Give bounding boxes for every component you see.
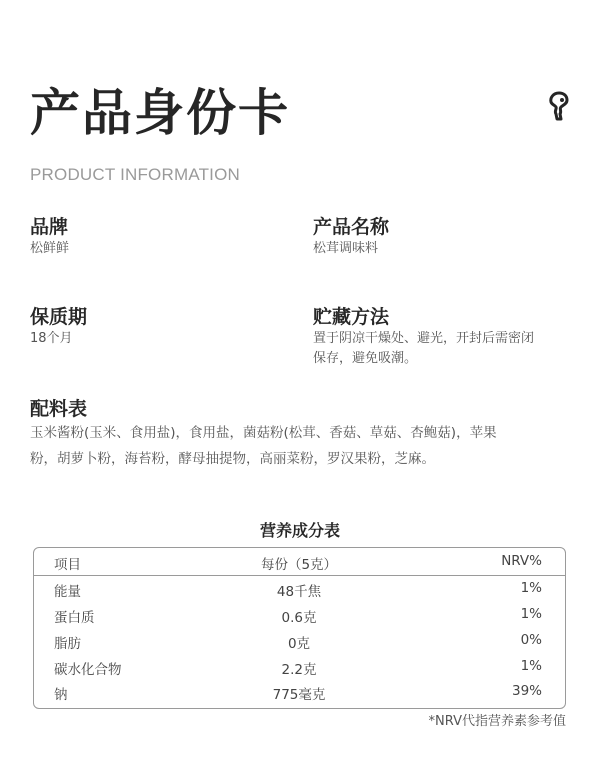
storage-label: 贮藏方法 [313, 306, 390, 328]
page-subtitle: PRODUCT INFORMATION [30, 165, 240, 184]
ingredients-text [30, 420, 576, 472]
table-row [34, 654, 565, 679]
product-name-value: 松茸调味料 [313, 241, 379, 256]
row-amount: 0.6克 [281, 610, 317, 626]
table-row [34, 679, 565, 704]
ingredients-line: 玉米酱粉(玉米、食用盐)，食用盐，菌菇粉(松茸、香菇、草菇、杏鲍菇)，苹果 [30, 425, 497, 441]
row-item: 钠 [54, 687, 68, 703]
row-nrv: 39% [511, 683, 542, 699]
ingredients-label: 配料表 [30, 398, 88, 420]
page-title: 产品身份卡 [30, 84, 290, 142]
brand-logo-icon [546, 90, 572, 122]
brand-value: 松鲜鲜 [30, 241, 70, 256]
nrv-footnote: *NRV代指营养素参考值 [428, 714, 566, 729]
row-amount: 48千焦 [276, 584, 322, 600]
row-item: 能量 [54, 584, 81, 600]
row-amount: 0克 [287, 636, 311, 652]
row-nrv: 1% [520, 606, 542, 622]
table-row [34, 576, 565, 601]
storage-value-line1: 置于阴凉干燥处、避光，开封后需密闭 [313, 331, 535, 346]
header-item: 项目 [54, 557, 81, 573]
row-item: 脂肪 [54, 636, 81, 652]
product-name-label: 产品名称 [313, 216, 390, 238]
ingredients-line: 粉，胡萝卜粉，海苔粉，酵母抽提物，高丽菜粉，罗汉果粉，芝麻。 [30, 451, 435, 467]
row-nrv: 1% [520, 658, 542, 674]
row-item: 碳水化合物 [54, 662, 122, 678]
header-per-serving: 每份（5克） [260, 557, 338, 573]
table-row [34, 602, 565, 627]
table-header-row [34, 549, 565, 574]
shelf-life-label: 保质期 [30, 306, 88, 328]
row-nrv: 0% [520, 632, 542, 648]
table-row [34, 628, 565, 653]
storage-value-line2: 保存，避免吸潮。 [313, 351, 418, 366]
brand-label: 品牌 [30, 216, 69, 238]
header-nrv: NRV% [501, 553, 542, 569]
row-item: 蛋白质 [54, 610, 95, 626]
row-amount: 775毫克 [272, 687, 326, 703]
row-nrv: 1% [520, 580, 542, 596]
nutrition-table-title: 营养成分表 [259, 521, 340, 540]
shelf-life-value: 18个月 [30, 331, 73, 346]
nutrition-table [33, 547, 566, 709]
row-amount: 2.2克 [281, 662, 317, 678]
